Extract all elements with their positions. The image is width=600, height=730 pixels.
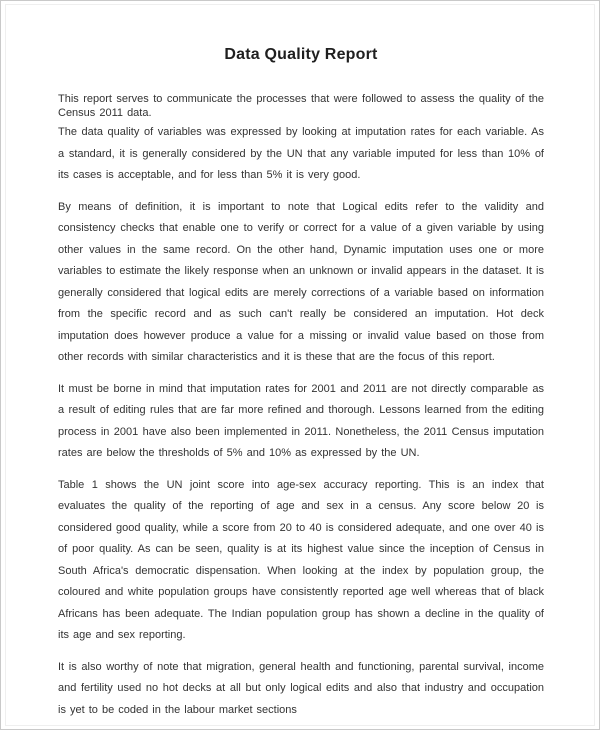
paragraph-definitions: By means of definition, it is important to note that Logical edits refer to the validity and consistency checks that enable one to verify or correct for a value of a given variable by using other values in the same record. On the other hand, Dynamic imputation uses one or more variables to estimate the likely response when an unknown or invalid appears in the dataset. It is generally considered that logical edits are merely corrections of a variable based on information from the specific record and as such can't really be considered an imputation. Hot deck imputation does however produce a value for a missing or invalid value based on those from other records with similar characteristics and it is these that are the focus of this report. [58, 200, 544, 363]
paragraph-un-joint-score: Table 1 shows the UN joint score into age-sex accuracy reporting. This is an index that evaluates the quality of the reporting of age and sex in a census. Any score below 20 is considered good quality, while a score from 20 to 40 is considered adequate, and one over 40 is of poor quality. As can be seen, quality is at its highest value since the inception of Census in South Africa's democratic dispensation. When looking at the index by population group, the coloured and white population groups have consistently reported age well whereas that of black Africans has been adequate. The Indian population group has shown a decline in the quality of its age and sex reporting. [58, 478, 544, 641]
page-title: Data Quality Report [224, 46, 378, 63]
paragraph-intro: This report serves to communicate the processes that were followed to assess the quality of the Census 2011 data. [58, 93, 544, 119]
page-content [58, 45, 544, 730]
paragraph-closing: It is also worthy of note that migration, general health and functioning, parental survival, income and fertility used no hot decks at all but only logical edits and also that industry and occupation is yet to be coded in the labour market sections [58, 660, 544, 716]
paragraph-imputation-rates: The data quality of variables was expressed by looking at imputation rates for each variable. As a standard, it is generally considered by the UN that any variable imputed for less than 10% of its cases is acceptable, and for less than 5% it is very good. [58, 126, 544, 181]
paragraph-comparability: It must be borne in mind that imputation rates for 2001 and 2011 are not directly comparable as a result of editing rules that are far more refined and thorough. Lessons learned from the editing process in 2001 have also been implemented in 2011. Nonetheless, the 2011 Census imputation rates are below the thresholds of 5% and 10% as expressed by the UN. [58, 382, 544, 459]
